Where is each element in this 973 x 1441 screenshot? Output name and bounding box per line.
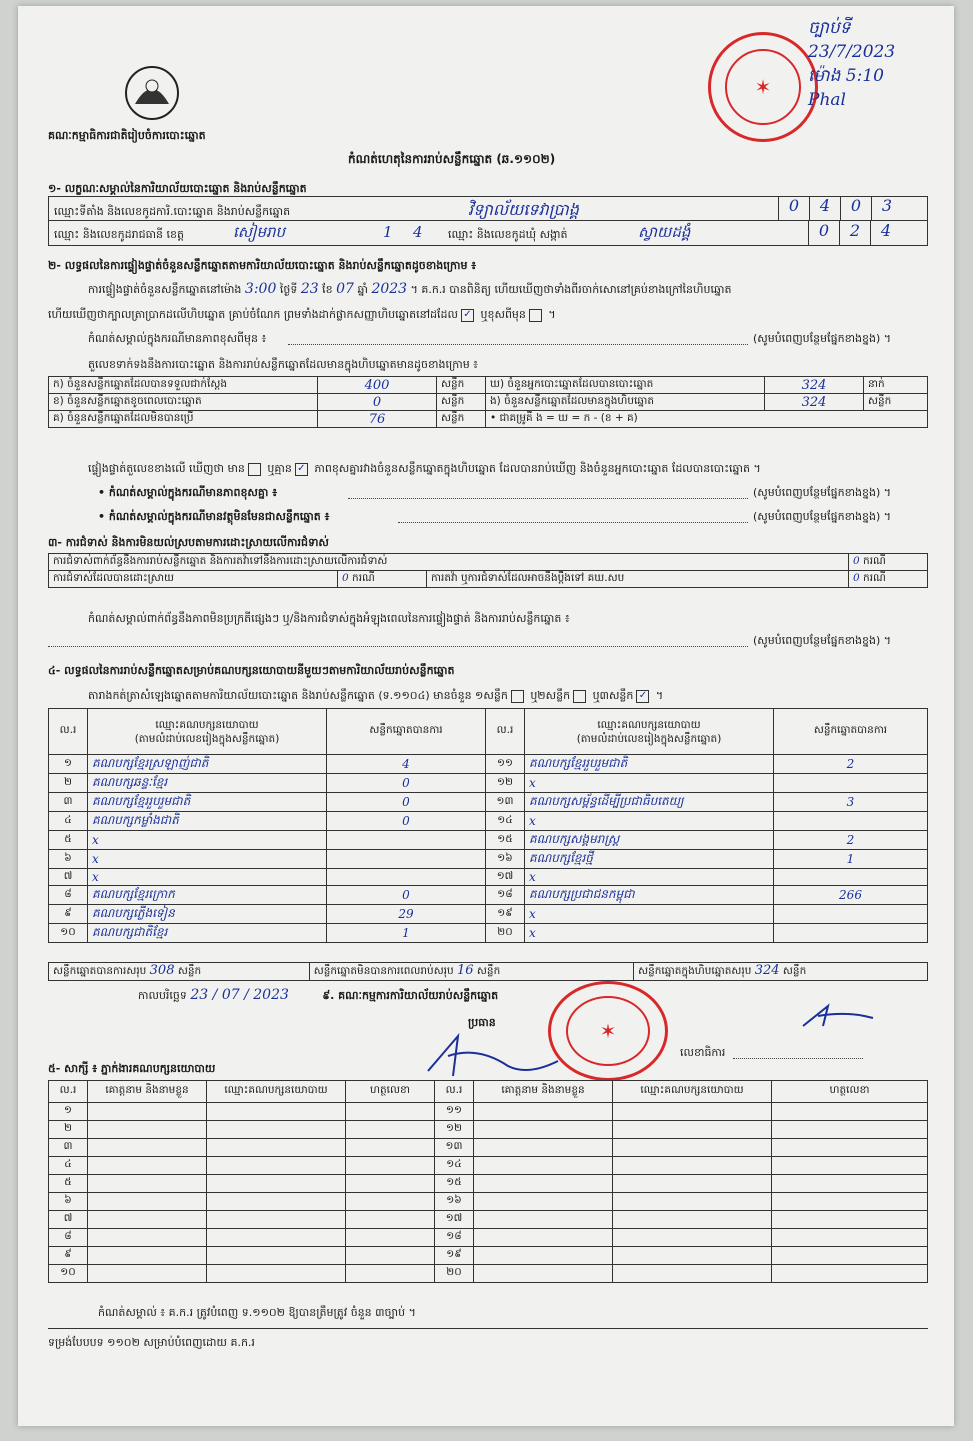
table-row bbox=[49, 1229, 928, 1247]
table-cell[interactable] bbox=[88, 1175, 207, 1193]
table-cell: ២០ bbox=[435, 1265, 474, 1283]
chair-signature-icon bbox=[418, 1026, 568, 1086]
table-cell: ១៣ bbox=[435, 1139, 474, 1157]
table-cell bbox=[774, 812, 928, 831]
table-cell: គណបក្សកម្លាំងជាតិ bbox=[88, 812, 327, 831]
table-cell: x bbox=[525, 869, 774, 886]
table-cell[interactable] bbox=[346, 1139, 435, 1157]
divider bbox=[48, 220, 928, 221]
results-table bbox=[48, 708, 928, 943]
commune-value: ស្វាយដង្គំ bbox=[638, 223, 691, 241]
table-row bbox=[49, 1139, 928, 1157]
table-cell[interactable] bbox=[474, 1211, 613, 1229]
table-cell[interactable] bbox=[207, 1175, 346, 1193]
table-cell[interactable] bbox=[474, 1247, 613, 1265]
table-cell bbox=[774, 924, 928, 943]
table-cell: គណបក្សខ្មែរក្រោក bbox=[88, 886, 327, 905]
table-cell[interactable] bbox=[207, 1247, 346, 1265]
seal-check-line: ហើយឃើញថាក្បាលត្រាប្រាកដលើហិបឆ្នោត គ្រាប់ចំណែក ព្រមទាំងដាក់ផ្លាកសញ្ញាហិបឆ្នោតនៅដដែល ✓ ឬខុសពីមុន ។ bbox=[48, 308, 556, 321]
foreign-note-line bbox=[398, 522, 748, 523]
table-cell: x bbox=[88, 850, 327, 869]
table-cell: ១០ bbox=[49, 924, 88, 943]
footnote: កំណត់សម្គាល់ ៖ គ.ក.រ ត្រូវបំពេញ ទ.១១០២ ឱ្យបានត្រឹមត្រូវ ចំនួន ៣ច្បាប់ ។ bbox=[98, 1306, 416, 1319]
date-line: កាលបរិច្ឆេទ 23 / 07 / 2023 ៩. គណៈកម្មការការិយាល័យរាប់សន្លឹកឆ្នោត bbox=[138, 987, 499, 1003]
table-cell: ១១ bbox=[486, 755, 525, 774]
table-row bbox=[49, 1247, 928, 1265]
verification-line: ការផ្ទៀងផ្ទាត់ចំនួនសន្លឹកឆ្នោតនៅម៉ោង 3:00 ថ្ងៃទី 23 ខែ 07 ឆ្នាំ 2023 ។ គ.ក.រ បានពិនិត្យ ហើយឃើញថាទាំងពីរចាក់សោនៅគ្រប់ខាងក្រៅនៃហិបឆ្នោត bbox=[88, 281, 732, 297]
table-cell bbox=[774, 905, 928, 924]
table-row bbox=[49, 812, 928, 831]
three-sheet-checkbox[interactable]: ✓ bbox=[636, 690, 649, 703]
table-cell[interactable] bbox=[207, 1139, 346, 1157]
table-row: ខ) ចំនួនសន្លឹកឆ្នោតខូចពេលបោះឆ្នោត 0 សន្លឹក ង) ចំនួនសន្លឹកឆ្នោតដែលមានក្នុងហិបឆ្នោត 324 សន្លឹក bbox=[49, 394, 928, 411]
table-cell: x bbox=[525, 774, 774, 793]
table-cell: x bbox=[525, 905, 774, 924]
table-row bbox=[49, 1175, 928, 1193]
table-cell: ៧ bbox=[49, 1211, 88, 1229]
table-cell: ៨ bbox=[49, 1229, 88, 1247]
figures-table bbox=[48, 376, 928, 428]
table-cell[interactable] bbox=[474, 1103, 613, 1121]
table-cell[interactable] bbox=[772, 1247, 928, 1265]
table-cell: គណបក្សសម្ព័ន្ធដើម្បីប្រជាធិបតេយ្យ bbox=[525, 793, 774, 812]
table-cell[interactable] bbox=[613, 1247, 772, 1265]
fill-note: (សូមបំពេញបន្ថែមផ្នែកខាងខ្នង) ។ bbox=[753, 634, 892, 647]
section-5-title: ៥- សាក្សី ៖ ភ្នាក់ងារគណបក្សនយោបាយ bbox=[48, 1062, 216, 1075]
table-cell[interactable] bbox=[207, 1157, 346, 1175]
table-cell[interactable] bbox=[346, 1121, 435, 1139]
table-row bbox=[49, 886, 928, 905]
table-row: សន្លឹកឆ្នោតបានការសរុប 308 សន្លឹក សន្លឹកឆ្នោតមិនបានការពេលរាប់សរុប 16 សន្លឹក សន្លឹកឆ្នោតក្នុងហិបឆ្នោតសរុប 324 សន្លឹក bbox=[49, 963, 928, 981]
fill-note: (សូមបំពេញបន្ថែមផ្នែកខាងខ្នង) ។ bbox=[753, 510, 892, 523]
table-cell: 1 bbox=[327, 924, 486, 943]
table-cell[interactable] bbox=[346, 1211, 435, 1229]
table-cell: 0 bbox=[327, 812, 486, 831]
nec-emblem-icon bbox=[123, 64, 181, 122]
secretary-label: លេខាធិការ bbox=[680, 1046, 726, 1059]
table-cell[interactable] bbox=[207, 1193, 346, 1211]
table-cell bbox=[327, 869, 486, 886]
table-cell: ៧ bbox=[49, 869, 88, 886]
table-cell: ២០ bbox=[486, 924, 525, 943]
table-cell: ១ bbox=[49, 755, 88, 774]
table-cell: ១៨ bbox=[435, 1229, 474, 1247]
table-cell[interactable] bbox=[772, 1193, 928, 1211]
table-cell: គណបក្សជាតិខ្មែរ bbox=[88, 924, 327, 943]
table-cell[interactable] bbox=[613, 1193, 772, 1211]
secretary-line bbox=[733, 1058, 863, 1059]
table-cell: 266 bbox=[774, 886, 928, 905]
table-cell[interactable] bbox=[346, 1193, 435, 1211]
table-cell bbox=[327, 850, 486, 869]
objections-table bbox=[48, 553, 928, 588]
table-cell[interactable] bbox=[772, 1121, 928, 1139]
table-cell: ២ bbox=[49, 1121, 88, 1139]
irregularity-line bbox=[48, 646, 748, 647]
witness-table bbox=[48, 1080, 928, 1283]
table-cell: 2 bbox=[774, 831, 928, 850]
table-cell: ១៣ bbox=[486, 793, 525, 812]
table-cell bbox=[327, 831, 486, 850]
table-row bbox=[49, 1211, 928, 1229]
has-diff-checkbox[interactable] bbox=[248, 463, 261, 476]
table-cell[interactable] bbox=[207, 1103, 346, 1121]
table-cell: ៥ bbox=[49, 1175, 88, 1193]
table-cell[interactable] bbox=[207, 1265, 346, 1283]
table-cell: គណបក្សខ្មែររួបរួមជាតិ bbox=[88, 793, 327, 812]
table-cell: 0 bbox=[327, 793, 486, 812]
different-checkbox[interactable] bbox=[529, 309, 542, 322]
table-cell[interactable] bbox=[613, 1103, 772, 1121]
table-cell: ១១ bbox=[435, 1103, 474, 1121]
table-row bbox=[49, 831, 928, 850]
table-cell: x bbox=[88, 869, 327, 886]
section-2-title: ២- លទ្ធផលនៃការផ្ទៀងផ្ទាត់ចំនួនសន្លឹកឆ្នោតតាមការិយាល័យបោះឆ្នោត និងរាប់សន្លឹកឆ្នោតដូចខាងក្រោម ៖ bbox=[48, 259, 477, 272]
table-cell: 2 bbox=[774, 755, 928, 774]
table-cell[interactable] bbox=[346, 1157, 435, 1175]
section-1-title: ១- លក្ខណៈសម្គាល់នៃការិយាល័យបោះឆ្នោត និងរាប់សន្លឹកឆ្នោត bbox=[48, 182, 307, 195]
table-cell bbox=[774, 869, 928, 886]
table-cell[interactable] bbox=[88, 1265, 207, 1283]
chair-label: ប្រធាន bbox=[468, 1016, 496, 1029]
table-row bbox=[49, 774, 928, 793]
table-row: ការជំទាស់ពាក់ព័ន្ធនឹងការរាប់សន្លឹកឆ្នោត និងការតវ៉ាទៅនឹងការដោះស្រាយលើការជំទាស់ 0 ករណី bbox=[49, 554, 928, 571]
table-cell[interactable] bbox=[613, 1157, 772, 1175]
table-cell[interactable] bbox=[88, 1247, 207, 1265]
table-cell: ៨ bbox=[49, 886, 88, 905]
table-cell[interactable] bbox=[474, 1229, 613, 1247]
commune-label: ឈ្មោះ និងលេខកូដឃុំ សង្កាត់ bbox=[448, 228, 568, 241]
table-cell: ១៦ bbox=[486, 850, 525, 869]
official-stamp-bottom: ✶ bbox=[548, 981, 668, 1081]
secretary-signature-icon bbox=[798, 996, 878, 1036]
province-label: ឈ្មោះ និងលេខកូដរាជធានី ខេត្ត bbox=[54, 228, 184, 241]
one-sheet-checkbox[interactable] bbox=[511, 690, 524, 703]
table-cell: ៤ bbox=[49, 812, 88, 831]
table-cell: គណបក្សខ្មែររួបរួមជាតិ bbox=[525, 755, 774, 774]
table-cell: ១៨ bbox=[486, 886, 525, 905]
table-cell[interactable] bbox=[474, 1193, 613, 1211]
table-cell[interactable] bbox=[474, 1265, 613, 1283]
location-label: ឈ្មោះទីតាំង និងលេខកូដការិ.បោះឆ្នោត និងរាប់សន្លឹកឆ្នោត bbox=[54, 205, 291, 218]
page-title: កំណត់ហេតុនៃការរាប់សន្លឹកឆ្នោត (ឆ.១១០២) bbox=[348, 152, 556, 166]
table-cell: ២ bbox=[49, 774, 88, 793]
official-stamp-top: ✶ bbox=[708, 32, 818, 142]
diff-note-line bbox=[348, 498, 748, 499]
table-cell: ១៥ bbox=[435, 1175, 474, 1193]
table-cell: ៣ bbox=[49, 1139, 88, 1157]
table-cell: ១៧ bbox=[435, 1211, 474, 1229]
commune-code: 0 2 4 bbox=[808, 221, 901, 245]
table-row bbox=[49, 850, 928, 869]
table-cell: ១៥ bbox=[486, 831, 525, 850]
table-cell[interactable] bbox=[772, 1103, 928, 1121]
table-cell[interactable] bbox=[474, 1139, 613, 1157]
table-row bbox=[49, 1121, 928, 1139]
same-checkbox[interactable]: ✓ bbox=[461, 309, 474, 322]
table-cell[interactable] bbox=[613, 1121, 772, 1139]
table-cell: ៣ bbox=[49, 793, 88, 812]
table-cell: 29 bbox=[327, 905, 486, 924]
table-cell: ៦ bbox=[49, 850, 88, 869]
table-cell[interactable] bbox=[613, 1139, 772, 1157]
table-cell[interactable] bbox=[474, 1157, 613, 1175]
table-cell: x bbox=[88, 831, 327, 850]
table-cell: គណបក្សឆន្ទៈខ្មែរ bbox=[88, 774, 327, 793]
difference-note: កំណត់សម្គាល់ក្នុងករណីមានភាពខុសពីមុន ៖ bbox=[88, 332, 267, 345]
foreign-object-note: • កំណត់សម្គាល់ក្នុងករណីមានវត្ថុមិនមែនជាសន្លឹកឆ្នោត ៖ bbox=[98, 510, 330, 523]
table-cell[interactable] bbox=[474, 1175, 613, 1193]
table-cell[interactable] bbox=[88, 1121, 207, 1139]
table-cell: ១៩ bbox=[435, 1247, 474, 1265]
table-row bbox=[49, 1157, 928, 1175]
form-page bbox=[18, 6, 954, 1426]
table-cell[interactable] bbox=[88, 1139, 207, 1157]
table-cell: 0 bbox=[327, 886, 486, 905]
table-cell[interactable] bbox=[772, 1157, 928, 1175]
table-cell[interactable] bbox=[346, 1265, 435, 1283]
table-row bbox=[49, 755, 928, 774]
table-cell[interactable] bbox=[88, 1229, 207, 1247]
table-cell[interactable] bbox=[613, 1211, 772, 1229]
table-cell: ១៧ bbox=[486, 869, 525, 886]
footer-divider bbox=[48, 1328, 928, 1329]
table-cell[interactable] bbox=[772, 1265, 928, 1283]
table-cell: ១៤ bbox=[486, 812, 525, 831]
province-code-2: 4 bbox=[413, 223, 423, 241]
table-cell: ៦ bbox=[49, 1193, 88, 1211]
table-cell[interactable] bbox=[207, 1121, 346, 1139]
section-4-title: ៤- លទ្ធផលនៃការរាប់សន្លឹកឆ្នោតសម្រាប់គណបក្សនយោបាយនីមួយៗតាមការិយាល័យរាប់សន្លឹកឆ្នោត bbox=[48, 664, 455, 677]
table-row bbox=[49, 869, 928, 886]
table-cell: គណបក្សភ្លើងទៀន bbox=[88, 905, 327, 924]
two-sheet-checkbox[interactable] bbox=[573, 690, 586, 703]
province-code-1: 1 bbox=[383, 223, 393, 241]
table-cell: ១៦ bbox=[435, 1193, 474, 1211]
province-value: សៀមរាប bbox=[233, 223, 286, 241]
table-cell[interactable] bbox=[772, 1211, 928, 1229]
table-cell[interactable] bbox=[346, 1175, 435, 1193]
form-footer: ទម្រង់បែបបទ ១១០២ សម្រាប់បំពេញដោយ គ.ក.រ bbox=[48, 1336, 255, 1349]
table-header: ល.រ ឈ្មោះគណបក្សនយោបាយ (តាមលំដាប់លេខរៀងក្នុងសន្លឹកឆ្នោត) សន្លឹកឆ្នោតបានការ ល.រ ឈ្មោះគណបក្សនយោបាយ (តាមលំដាប់លេខរៀងក្នុងសន្លឹកឆ្នោត) សន្លឹកឆ្នោតបានការ bbox=[49, 709, 928, 755]
handwritten-receipt-note: ច្បាប់ទី 23/7/2023 ម៉ោង 5:10 Phal bbox=[808, 18, 896, 110]
irregularity-note: កំណត់សម្គាល់ពាក់ព័ន្ធនឹងភាពមិនប្រក្រតីផ្សេងៗ ឬ/និងការជំទាស់ក្នុងអំឡុងពេលនៃការផ្ទៀងផ្ទាត់ និងការរាប់សន្លឹកឆ្នោត ៖ bbox=[88, 612, 570, 625]
table-cell: គណបក្សប្រជាជនកម្ពុជា bbox=[525, 886, 774, 905]
table-cell[interactable] bbox=[207, 1211, 346, 1229]
table-cell[interactable] bbox=[346, 1103, 435, 1121]
table-cell[interactable] bbox=[88, 1193, 207, 1211]
table-cell[interactable] bbox=[88, 1103, 207, 1121]
location-code: 0 4 0 3 bbox=[778, 196, 902, 220]
table-cell: ១២ bbox=[435, 1121, 474, 1139]
diff-note: • កំណត់សម្គាល់ក្នុងករណីមានភាពខុសគ្នា ៖ bbox=[98, 486, 278, 499]
table-cell bbox=[774, 774, 928, 793]
table-cell[interactable] bbox=[207, 1229, 346, 1247]
table-cell: 4 bbox=[327, 755, 486, 774]
table-cell: ១៩ bbox=[486, 905, 525, 924]
table-cell[interactable] bbox=[613, 1265, 772, 1283]
table-cell: ៥ bbox=[49, 831, 88, 850]
section-3-title: ៣- ការជំទាស់ និងការមិនយល់ស្របតាមការដោះស្រាយលើការជំទាស់ bbox=[48, 536, 329, 549]
table-cell[interactable] bbox=[88, 1211, 207, 1229]
difference-note-line bbox=[288, 344, 748, 345]
table-cell[interactable] bbox=[346, 1229, 435, 1247]
table-cell: 1 bbox=[774, 850, 928, 869]
table-cell: គណបក្សខ្មែរថ្មី bbox=[525, 850, 774, 869]
table-cell: 3 bbox=[774, 793, 928, 812]
table-cell: គណបក្សខ្មែរស្រឡាញ់ជាតិ bbox=[88, 755, 327, 774]
table-row bbox=[49, 793, 928, 812]
table-cell: ៩ bbox=[49, 1247, 88, 1265]
table-cell: ៤ bbox=[49, 1157, 88, 1175]
tally-sheet-line: តារាងកត់ត្រាសំឡេងឆ្នោតតាមការិយាល័យបោះឆ្នោត និងរាប់សន្លឹកឆ្នោត (ទ.១១០៤) មានចំនួន ១សន្លឹក ឬ២សន្លឹក ឬ៣សន្លឹក ✓ ។ bbox=[88, 689, 664, 702]
table-row: ក) ចំនួនសន្លឹកឆ្នោតដែលបានទទួលជាក់ស្តែង 400 សន្លឹក ឃ) ចំនួនអ្នកបោះឆ្នោតដែលបានបោះឆ្នោត 324 នាក់ bbox=[49, 377, 928, 394]
table-cell[interactable] bbox=[613, 1229, 772, 1247]
figures-intro: តួលេខទាក់ទងនឹងការបោះឆ្នោត និងការរាប់សន្លឹកឆ្នោតដែលមានក្នុងហិបឆ្នោតមានដូចខាងក្រោម ៖ bbox=[88, 358, 479, 371]
compare-line: ផ្ទៀងផ្ទាត់តួលេខខាងលើ ឃើញថា មាន ឬគ្មាន ✓ ភាពខុសគ្នារវាងចំនួនសន្លឹកឆ្នោតក្នុងហិបឆ្នោត ដែលបានរាប់ឃើញ និងចំនួនអ្នកបោះឆ្នោត ដែលបានបោះឆ្នោត ។ bbox=[88, 462, 761, 475]
no-diff-checkbox[interactable]: ✓ bbox=[295, 463, 308, 476]
committee-name: គណៈកម្មាធិការជាតិរៀបចំការបោះឆ្នោត bbox=[48, 129, 206, 142]
table-cell[interactable] bbox=[772, 1175, 928, 1193]
table-cell: ១៤ bbox=[435, 1157, 474, 1175]
table-row: ការជំទាស់ដែលបានដោះស្រាយ 0 ករណី ការតវ៉ា ឬការជំទាស់ដែលអាចនឹងប្តឹងទៅ គឃ.សប 0 ករណី bbox=[49, 571, 928, 588]
table-cell: គណបក្សសង្គមរាស្ត្រ bbox=[525, 831, 774, 850]
location-value: វិទ្យាល័យទេវាប្រាង្គ bbox=[468, 200, 579, 219]
table-cell: 0 bbox=[327, 774, 486, 793]
fill-note: (សូមបំពេញបន្ថែមផ្នែកខាងខ្នង) ។ bbox=[753, 332, 892, 345]
table-row bbox=[49, 1193, 928, 1211]
table-cell: ១ bbox=[49, 1103, 88, 1121]
table-row bbox=[49, 905, 928, 924]
table-row bbox=[49, 924, 928, 943]
table-cell[interactable] bbox=[772, 1229, 928, 1247]
table-cell: ១២ bbox=[486, 774, 525, 793]
table-row bbox=[49, 1103, 928, 1121]
table-cell[interactable] bbox=[346, 1247, 435, 1265]
table-cell[interactable] bbox=[474, 1121, 613, 1139]
table-row: គ) ចំនួនសន្លឹកឆ្នោតដែលមិនបានប្រើ 76 សន្លឹក • ជាគម្រូគឺ ង = ឃ = ក - (ខ + គ) bbox=[49, 411, 928, 428]
fill-note: (សូមបំពេញបន្ថែមផ្នែកខាងខ្នង) ។ bbox=[753, 486, 892, 499]
table-cell: x bbox=[525, 812, 774, 831]
totals-table bbox=[48, 962, 928, 981]
table-cell[interactable] bbox=[613, 1175, 772, 1193]
table-cell[interactable] bbox=[88, 1157, 207, 1175]
table-cell[interactable] bbox=[772, 1139, 928, 1157]
table-cell: x bbox=[525, 924, 774, 943]
table-cell: ១០ bbox=[49, 1265, 88, 1283]
table-row bbox=[49, 1265, 928, 1283]
table-header: ល.រ គោត្តនាម និងនាមខ្លួន ឈ្មោះគណបក្សនយោបាយ ហត្ថលេខា ល.រ គោត្តនាម និងនាមខ្លួន ឈ្មោះគណបក្សនយោបាយ ហត្ថលេខា bbox=[49, 1081, 928, 1103]
table-cell: ៩ bbox=[49, 905, 88, 924]
